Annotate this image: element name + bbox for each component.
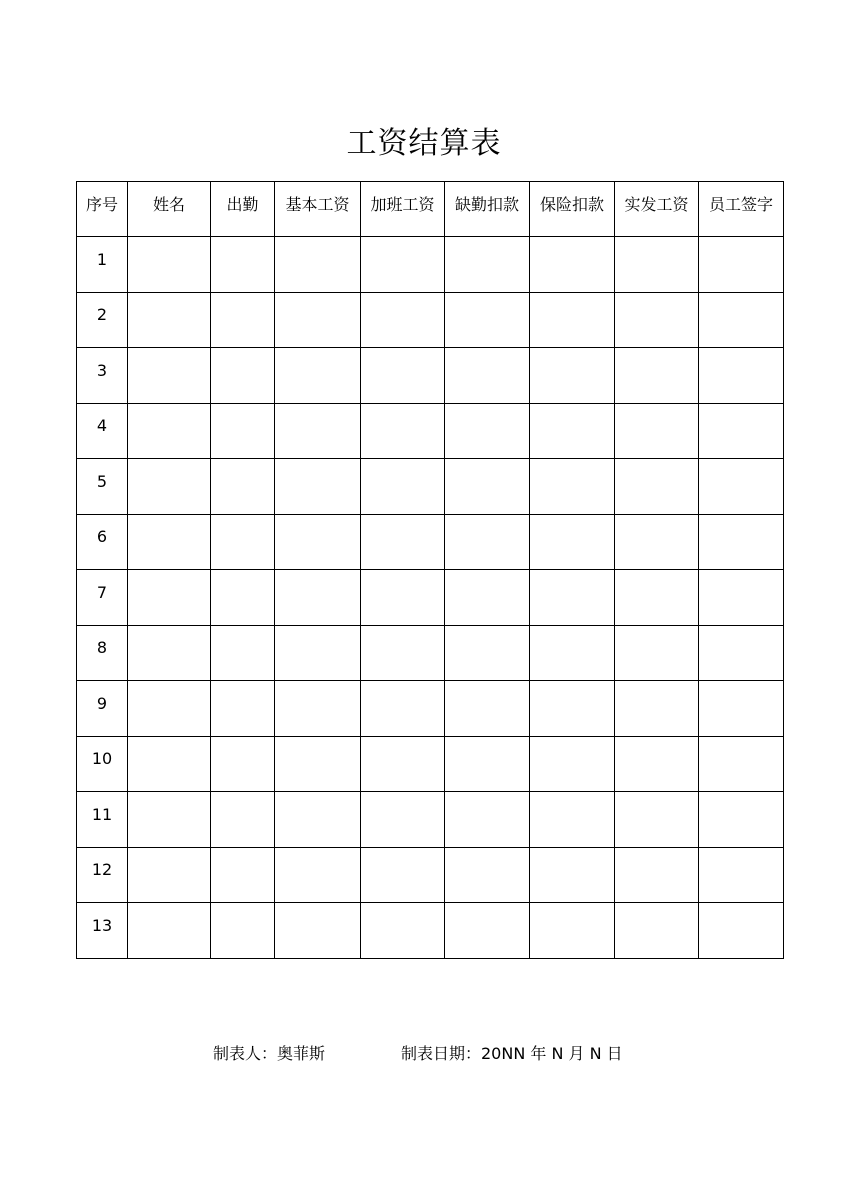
table-cell[interactable]	[530, 459, 615, 515]
column-header: 保险扣款	[530, 182, 615, 237]
table-cell[interactable]	[615, 459, 699, 515]
table-cell[interactable]	[530, 847, 615, 903]
table-cell[interactable]	[211, 903, 275, 959]
table-cell[interactable]	[530, 792, 615, 848]
table-cell[interactable]	[128, 847, 211, 903]
column-header: 加班工资	[361, 182, 445, 237]
table-cell[interactable]	[615, 403, 699, 459]
table-cell[interactable]	[699, 514, 784, 570]
table-cell[interactable]	[211, 792, 275, 848]
table-cell[interactable]	[699, 681, 784, 737]
table-row	[77, 459, 784, 515]
table-row	[77, 237, 784, 293]
table-cell[interactable]	[275, 903, 361, 959]
table-cell[interactable]	[615, 736, 699, 792]
table-cell[interactable]	[275, 847, 361, 903]
table-cell[interactable]	[361, 403, 445, 459]
table-cell[interactable]	[445, 514, 530, 570]
table-cell[interactable]	[128, 570, 211, 626]
table-cell[interactable]	[128, 681, 211, 737]
row-number: 11	[77, 792, 128, 848]
table-row	[77, 292, 784, 348]
table-cell[interactable]	[275, 237, 361, 293]
table-cell[interactable]	[445, 681, 530, 737]
table-row	[77, 681, 784, 737]
table-cell[interactable]	[128, 514, 211, 570]
table-cell[interactable]	[361, 348, 445, 404]
table-cell[interactable]	[530, 237, 615, 293]
table-cell[interactable]	[699, 847, 784, 903]
table-cell[interactable]	[211, 514, 275, 570]
row-number: 7	[77, 570, 128, 626]
table-row	[77, 514, 784, 570]
table-cell[interactable]	[445, 348, 530, 404]
table-cell[interactable]	[361, 292, 445, 348]
page-title: 工资结算表	[346, 126, 502, 161]
table-cell[interactable]	[275, 736, 361, 792]
table-cell[interactable]	[128, 903, 211, 959]
table-cell[interactable]	[211, 570, 275, 626]
table-cell[interactable]	[275, 792, 361, 848]
table-cell[interactable]	[530, 514, 615, 570]
table-cell[interactable]	[530, 292, 615, 348]
table-cell[interactable]	[615, 570, 699, 626]
table-cell[interactable]	[128, 736, 211, 792]
table-cell[interactable]	[361, 736, 445, 792]
table-cell[interactable]	[615, 792, 699, 848]
column-header: 基本工资	[275, 182, 361, 237]
table-cell[interactable]	[128, 237, 211, 293]
column-header: 员工签字	[699, 182, 784, 237]
table-cell[interactable]	[615, 903, 699, 959]
row-number: 2	[77, 292, 128, 348]
table-cell[interactable]	[530, 403, 615, 459]
table-cell[interactable]	[211, 348, 275, 404]
column-header: 出勤	[211, 182, 275, 237]
table-cell[interactable]	[615, 847, 699, 903]
row-number: 3	[77, 348, 128, 404]
table-row	[77, 903, 784, 959]
row-number: 13	[77, 903, 128, 959]
table-cell[interactable]	[361, 237, 445, 293]
table-cell[interactable]	[275, 625, 361, 681]
row-number: 1	[77, 237, 128, 293]
table-cell[interactable]	[445, 903, 530, 959]
table-date: 制表日期：20NN 年 N 月 N 日	[401, 1044, 623, 1063]
table-cell[interactable]	[128, 292, 211, 348]
table-cell[interactable]	[275, 292, 361, 348]
table-cell[interactable]	[530, 736, 615, 792]
column-header: 序号	[77, 182, 128, 237]
table-cell[interactable]	[211, 237, 275, 293]
table-cell[interactable]	[361, 903, 445, 959]
table-cell[interactable]	[128, 403, 211, 459]
table-row	[77, 847, 784, 903]
table-cell[interactable]	[699, 903, 784, 959]
table-cell[interactable]	[211, 459, 275, 515]
table-cell[interactable]	[211, 625, 275, 681]
table-cell[interactable]	[445, 459, 530, 515]
table-cell[interactable]	[361, 625, 445, 681]
table-cell[interactable]	[530, 570, 615, 626]
table-row	[77, 348, 784, 404]
table-cell[interactable]	[128, 348, 211, 404]
table-cell[interactable]	[275, 459, 361, 515]
table-cell[interactable]	[128, 459, 211, 515]
table-cell[interactable]	[211, 292, 275, 348]
table-cell[interactable]	[699, 292, 784, 348]
table-cell[interactable]	[445, 237, 530, 293]
table-cell[interactable]	[211, 403, 275, 459]
table-cell[interactable]	[530, 625, 615, 681]
table-cell[interactable]	[211, 681, 275, 737]
column-header: 缺勤扣款	[445, 182, 530, 237]
table-row	[77, 570, 784, 626]
table-row	[77, 403, 784, 459]
table-cell[interactable]	[361, 847, 445, 903]
column-header: 姓名	[128, 182, 211, 237]
row-number: 12	[77, 847, 128, 903]
table-cell[interactable]	[445, 792, 530, 848]
table-row	[77, 736, 784, 792]
table-cell[interactable]	[128, 792, 211, 848]
row-number: 8	[77, 625, 128, 681]
table-cell[interactable]	[445, 736, 530, 792]
row-number: 5	[77, 459, 128, 515]
table-cell[interactable]	[615, 292, 699, 348]
table-cell[interactable]	[361, 792, 445, 848]
table-cell[interactable]	[699, 403, 784, 459]
table-cell[interactable]	[361, 459, 445, 515]
row-number: 4	[77, 403, 128, 459]
table-cell[interactable]	[530, 681, 615, 737]
table-cell[interactable]	[445, 570, 530, 626]
table-cell[interactable]	[445, 847, 530, 903]
table-cell[interactable]	[445, 292, 530, 348]
table-cell[interactable]	[615, 514, 699, 570]
table-cell[interactable]	[699, 459, 784, 515]
table-cell[interactable]	[445, 625, 530, 681]
table-cell[interactable]	[615, 625, 699, 681]
row-number: 10	[77, 736, 128, 792]
table-cell[interactable]	[211, 847, 275, 903]
table-cell[interactable]	[699, 570, 784, 626]
table-cell[interactable]	[211, 736, 275, 792]
row-number: 9	[77, 681, 128, 737]
table-cell[interactable]	[275, 570, 361, 626]
table-row	[77, 792, 784, 848]
table-cell[interactable]	[128, 625, 211, 681]
table-cell[interactable]	[361, 570, 445, 626]
table-cell[interactable]	[699, 736, 784, 792]
table-cell[interactable]	[699, 792, 784, 848]
table-row	[77, 625, 784, 681]
table-cell[interactable]	[615, 237, 699, 293]
table-maker: 制表人：奥菲斯	[213, 1044, 326, 1063]
table-cell[interactable]	[361, 514, 445, 570]
table-cell[interactable]	[445, 403, 530, 459]
table-cell[interactable]	[699, 237, 784, 293]
table-cell[interactable]	[615, 348, 699, 404]
table-cell[interactable]	[275, 348, 361, 404]
table-cell[interactable]	[275, 681, 361, 737]
salary-table	[76, 181, 784, 959]
table-cell[interactable]	[361, 681, 445, 737]
table-cell[interactable]	[530, 903, 615, 959]
table-cell[interactable]	[530, 348, 615, 404]
column-header: 实发工资	[615, 182, 699, 237]
table-cell[interactable]	[615, 681, 699, 737]
table-cell[interactable]	[275, 514, 361, 570]
table-cell[interactable]	[699, 625, 784, 681]
table-cell[interactable]	[699, 348, 784, 404]
table-cell[interactable]	[275, 403, 361, 459]
table-header-row	[77, 182, 784, 237]
row-number: 6	[77, 514, 128, 570]
